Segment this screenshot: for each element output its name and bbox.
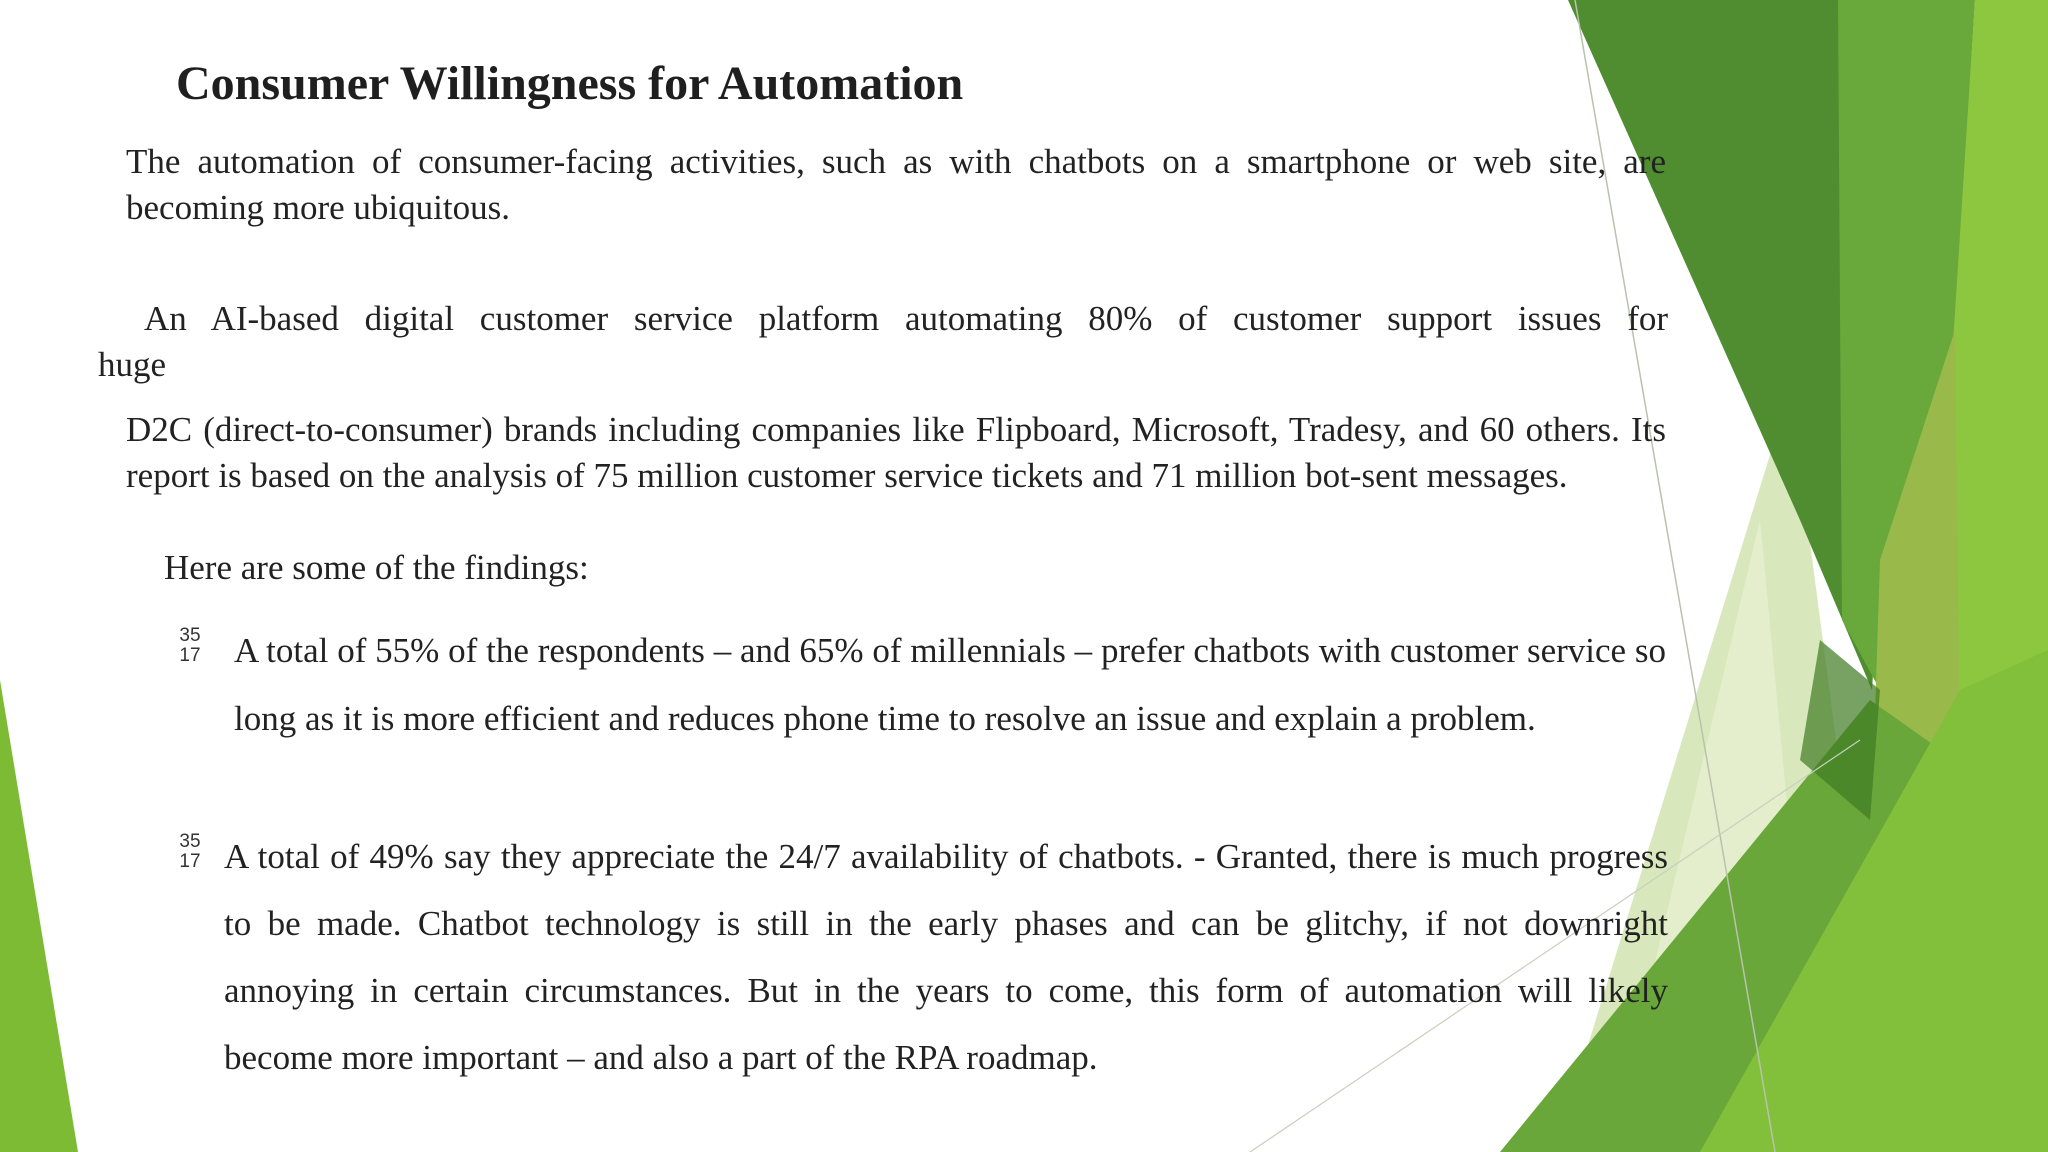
platform-paragraph-word: huge (98, 345, 167, 384)
platform-paragraph-line: An AI-based digital customer service platform automating 80% of customer support issues for (144, 299, 1668, 338)
slide-title: Consumer Willingness for Automation (176, 57, 964, 110)
bullet-item-1: A total of 55% of the respondents – and 65% of millennials – prefer chatbots with customer service so long as it is more efficient and reduces phone time to resolve an issue and explain a problem. (234, 631, 1666, 738)
brands-paragraph: D2C (direct-to-consumer) brands including companies like Flipboard, Microsoft, Tradesy, and 60 others. Its report is based on the analysis of 75 million customer service tickets and 71 million bot-sent messages. (126, 410, 1666, 495)
right-dark-band (1568, 0, 1880, 690)
left-accent-shape (0, 680, 78, 1152)
bullet-marker: 35 17 (179, 831, 201, 872)
bullet-item-2: A total of 49% say they appreciate the 24/7 availability of chatbots. - Granted, there is much progress to be made. Chatbot technology is still in the early phases and can be glitchy, if not downright annoying in certain circumstances. But in the years to come, this form of automation will likely become more important – and also a part of the RPA roadmap. (224, 837, 1668, 1077)
bullet-marker: 35 17 (179, 625, 201, 666)
findings-intro: Here are some of the findings: (164, 548, 589, 587)
intro-paragraph: The automation of consumer-facing activities, such as with chatbots on a smartphone or web site, are becoming more ubiquitous. (126, 142, 1666, 227)
